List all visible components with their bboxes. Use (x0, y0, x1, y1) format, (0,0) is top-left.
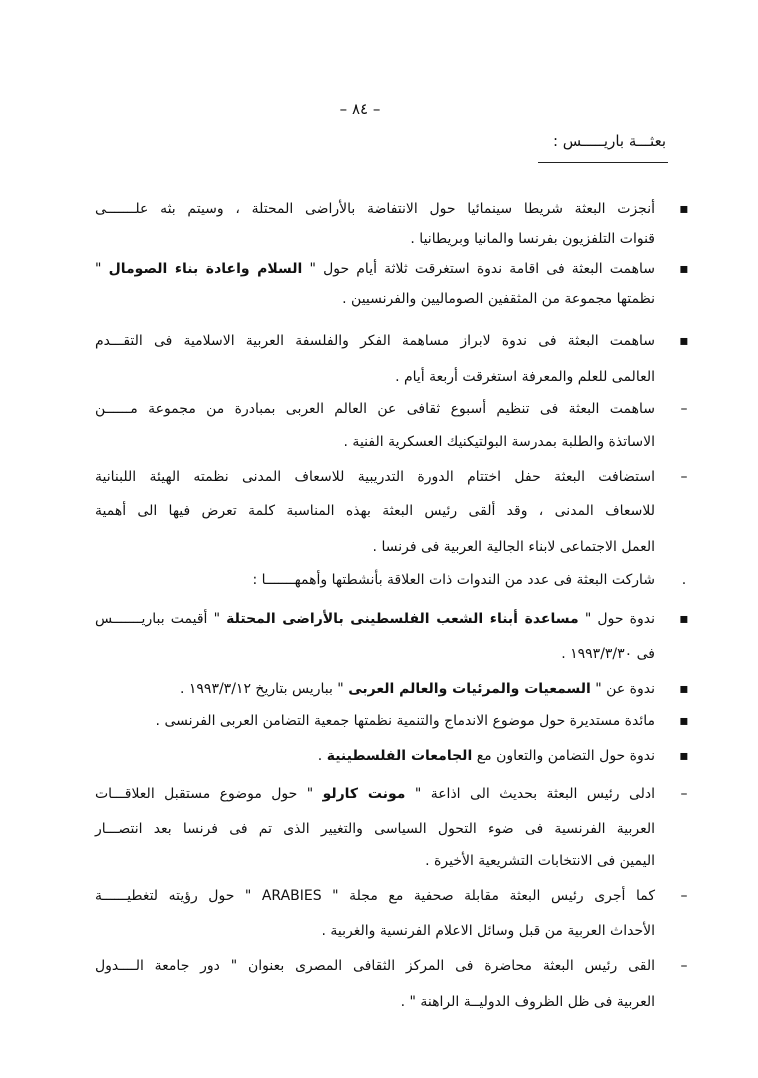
text-segment: شاركت البعثة فى عدد من الندوات ذات العلاقة بأنشطتها وأهمهـــــــا : (252, 572, 655, 588)
list-marker: – (680, 469, 688, 485)
text-segment: العالمى للعلم والمعرفة استغرقت أربعة أيام . (395, 369, 655, 385)
text-line (252, 572, 655, 588)
text-line (410, 231, 655, 247)
list-marker: ▪ (679, 713, 689, 729)
text-segment: ساهمت البعثة فى تنظيم أسبوع ثقافى عن العالم العربى بمبادرة من مجموعة مــــــن (95, 401, 655, 417)
text-segment: العمل الاجتماعى لابناء الجالية العربية فى فرنسا . (372, 539, 655, 555)
text-segment: أنجزت البعثة شريطا سينمائيا حول الانتفاضة بالأراضى المحتلة ، وسيتم بثه علـــــــى (95, 201, 655, 217)
section-heading: بعثـــة باريـــــس : (552, 132, 666, 150)
list-marker: ▪ (679, 201, 689, 217)
text-segment: " حول موضوع مستقبل العلاقـــات (95, 786, 323, 802)
text-segment: الاساتذة والطلبة بمدرسة البولتيكنيك العسكرية الفنية . (343, 434, 655, 450)
text-segment: ندوة حول " (578, 611, 655, 627)
text-line (373, 539, 655, 555)
list-marker: – (680, 786, 688, 802)
emphasized-text: مساعدة أبناء الشعب الفلسطينى بالأراضى المحتلة (226, 611, 579, 627)
text-segment: ندوة عن " (590, 681, 655, 697)
text-segment: " أقيمت بباريـــــــس (95, 611, 227, 627)
list-marker: . (681, 572, 687, 588)
text-segment: ادلى رئيس البعثة بحديث الى اذاعة " (405, 786, 656, 802)
emphasized-text: السلام واعادة بناء الصومال (108, 261, 303, 277)
text-segment: العربية الفرنسية فى ضوء التحول السياسى والتغيير الذى تم فى فرنسا بعد انتصـــار (95, 821, 655, 837)
text-line (95, 503, 655, 519)
text-line (395, 369, 655, 385)
list-marker: ▪ (679, 748, 689, 764)
list-marker: ▪ (679, 261, 689, 277)
text-line (561, 646, 655, 662)
text-segment: القى رئيس البعثة محاضرة فى المركز الثقافى المصرى بعنوان " دور جامعة الــــدول (95, 958, 655, 974)
emphasized-text: السمعيات والمرئيات والعالم العربى (348, 681, 591, 697)
text-line (344, 434, 655, 450)
text-line (156, 713, 655, 729)
text-line (180, 681, 655, 697)
text-line (321, 923, 655, 939)
text-segment: ساهمت البعثة فى اقامة ندوة استغرقت ثلاثة أيام حول " (302, 261, 656, 277)
text-line (95, 821, 655, 837)
text-segment: " (95, 261, 109, 277)
heading-underline (538, 162, 668, 163)
list-marker: – (680, 401, 688, 417)
text-segment: مائدة مستديرة حول موضوع الاندماج والتنمية نظمتها جمعية التضامن العربى الفرنسى . (155, 713, 655, 729)
text-segment: كما أجرى رئيس البعثة مقابلة صحفية مع مجلة " ARABIES " حول رؤيته لتغطيــــــة (95, 888, 655, 904)
text-segment: ساهمت البعثة فى ندوة لابراز مساهمة الفكر والفلسفة العربية الاسلامية فى التقـــدم (95, 333, 655, 349)
list-marker: – (680, 958, 688, 974)
text-segment: نظمتها مجموعة من المثقفين الصوماليين والفرنسيين . (342, 291, 655, 307)
emphasized-text: الجامعات الفلسطينية (326, 748, 473, 764)
text-segment: قنوات التلفزيون بفرنسا والمانيا وبريطانيا . (410, 231, 655, 247)
text-line (95, 611, 655, 627)
page-number: – ٨٤ – (339, 100, 381, 118)
text-line (95, 401, 655, 417)
text-segment: استضافت البعثة حفل اختتام الدورة التدريبية للاسعاف المدنى نظمته الهيئة اللبنانية (95, 469, 655, 485)
text-line (95, 333, 655, 349)
text-line (95, 786, 655, 802)
text-segment: . (317, 748, 327, 764)
list-marker: ▪ (679, 681, 689, 697)
text-segment: اليمين فى الانتخابات التشريعية الأخيرة . (425, 853, 655, 869)
text-segment: " بباريس بتاريخ ١٩٩٣/٣/١٢ . (179, 681, 349, 697)
text-line (342, 291, 655, 307)
text-line (95, 958, 655, 974)
text-line (95, 261, 655, 277)
list-marker: – (680, 888, 688, 904)
text-line (425, 853, 655, 869)
list-marker: ▪ (679, 611, 689, 627)
text-line (401, 994, 655, 1010)
text-segment: العربية فى ظل الظروف الدوليــة الراهنة " . (400, 994, 655, 1010)
emphasized-text: مونت كارلو (322, 786, 406, 802)
text-line (95, 888, 655, 904)
text-segment: الأحداث العربية من قبل وسائل الاعلام الفرنسية والغربية . (321, 923, 655, 939)
text-line (95, 201, 655, 217)
text-segment: فى ١٩٩٣/٣/٣٠ . (561, 646, 655, 662)
list-marker: ▪ (679, 333, 689, 349)
text-line (318, 748, 655, 764)
text-segment: للاسعاف المدنى ، وقد ألقى رئيس البعثة بهذه المناسبة كلمة تعرض فيها الى أهمية (95, 503, 655, 519)
text-line (95, 469, 655, 485)
text-segment: ندوة حول التضامن والتعاون مع (472, 748, 655, 764)
